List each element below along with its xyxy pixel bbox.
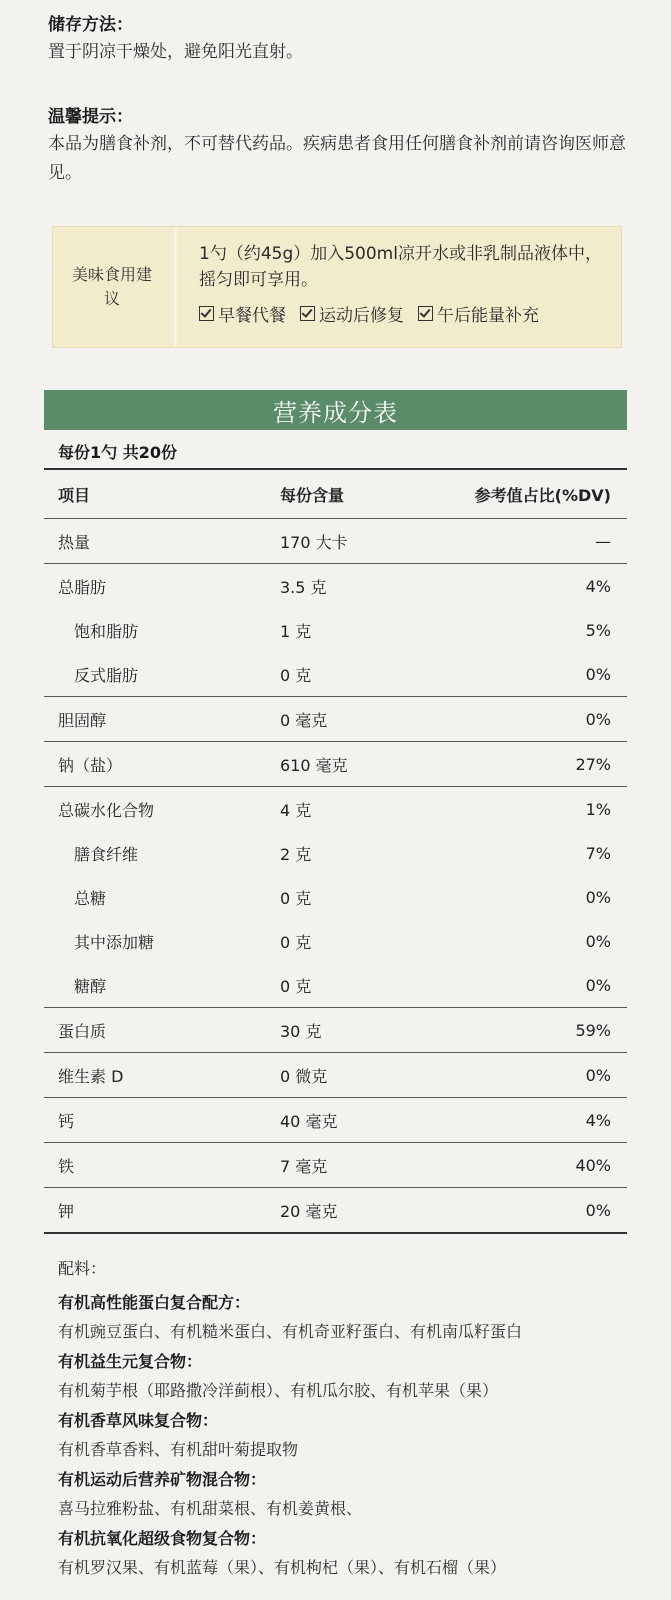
nutrient-amount: 0 克 xyxy=(280,976,312,996)
nutrient-name: 蛋白质 xyxy=(58,1021,107,1041)
usage-divider xyxy=(174,227,177,347)
table-row xyxy=(44,1053,627,1097)
table-row xyxy=(44,608,627,652)
nutrient-name: 总糖 xyxy=(74,888,107,908)
usage-text: 1勺（约45g）加入500ml凉开水或非乳制品液体中，摇匀即可享用。 xyxy=(199,244,602,290)
nutrient-dv: 0% xyxy=(585,975,611,995)
ingredients-title: 配料： xyxy=(58,1259,107,1278)
ingredient-group-text: 有机香草香料、有机甜叶菊提取物 xyxy=(58,1440,299,1459)
table-row xyxy=(44,652,627,696)
nutrient-dv: 59% xyxy=(575,1020,611,1040)
nutrient-name: 胆固醇 xyxy=(58,710,107,730)
column-header-dv: 参考值占比(%DV) xyxy=(474,485,611,505)
nutrient-dv: 0% xyxy=(585,664,611,684)
nutrient-dv: 4% xyxy=(585,576,611,596)
nutrition-table xyxy=(44,468,627,1234)
nutrient-dv: — xyxy=(595,531,611,551)
ingredient-group-title: 有机香草风味复合物： xyxy=(58,1411,219,1430)
table-row xyxy=(44,742,627,786)
nutrient-amount: 3.5 克 xyxy=(280,577,327,597)
nutrient-dv: 0% xyxy=(585,1065,611,1085)
nutrient-dv: 0% xyxy=(585,931,611,951)
nutrient-amount: 7 毫克 xyxy=(280,1156,328,1176)
nutrient-name: 膳食纤维 xyxy=(74,844,139,864)
ingredient-group-text: 有机罗汉果、有机蓝莓（果）、有机枸杞（果）、有机石榴（果） xyxy=(58,1558,507,1577)
nutrient-name: 糖醇 xyxy=(74,976,107,996)
table-row xyxy=(44,963,627,1007)
warning-title: 温馨提示： xyxy=(48,107,133,127)
nutrient-amount: 40 毫克 xyxy=(280,1111,338,1131)
nutrient-name: 铁 xyxy=(58,1156,75,1176)
nutrient-amount: 1 克 xyxy=(280,621,312,641)
usage-checks xyxy=(199,301,539,326)
nutrient-name: 钾 xyxy=(58,1201,75,1221)
usage-check-item xyxy=(418,301,539,326)
nutrient-name: 钙 xyxy=(58,1111,75,1131)
nutrient-amount: 2 克 xyxy=(280,844,312,864)
nutrient-dv: 0% xyxy=(585,1200,611,1220)
nutrient-amount: 0 毫克 xyxy=(280,710,328,730)
nutrient-amount: 4 克 xyxy=(280,800,312,820)
usage-check-label: 运动后修复 xyxy=(319,306,404,326)
ingredient-group-title: 有机高性能蛋白复合配方： xyxy=(58,1293,251,1312)
usage-label-text: 美味食用建议 xyxy=(71,265,152,308)
serving-info: 每份1勺 共20份 xyxy=(58,443,177,462)
usage-check-item xyxy=(300,301,404,326)
column-header-amount: 每份含量 xyxy=(280,485,345,505)
nutrient-name: 热量 xyxy=(58,532,91,552)
storage-title: 储存方法： xyxy=(48,15,133,35)
table-row xyxy=(44,1098,627,1142)
nutrient-amount: 30 克 xyxy=(280,1021,322,1041)
warning-text: 本品为膳食补剂，不可替代药品。疾病患者食用任何膳食补剂前请咨询医师意见。 xyxy=(48,134,626,183)
nutrient-name: 总碳水化合物 xyxy=(58,800,155,820)
table-divider xyxy=(44,1232,627,1234)
nutrient-dv: 5% xyxy=(585,620,611,640)
column-header-item: 项目 xyxy=(58,485,91,505)
table-row xyxy=(44,1188,627,1232)
table-row xyxy=(44,831,627,875)
checkbox-checked-icon xyxy=(199,306,214,321)
nutrient-dv: 1% xyxy=(585,799,611,819)
usage-suggestion-box xyxy=(52,226,622,348)
table-row xyxy=(44,787,627,831)
table-header-row xyxy=(44,470,627,518)
ingredient-group-text: 有机菊芋根（耶路撒冷洋蓟根）、有机瓜尔胶、有机苹果（果） xyxy=(58,1381,499,1400)
ingredient-group-title: 有机益生元复合物： xyxy=(58,1352,203,1371)
nutrient-dv: 0% xyxy=(585,709,611,729)
nutrient-dv: 0% xyxy=(585,887,611,907)
nutrient-name: 反式脂肪 xyxy=(74,665,139,685)
table-row xyxy=(44,1008,627,1052)
usage-label xyxy=(53,227,171,347)
nutrient-amount: 0 克 xyxy=(280,932,312,952)
nutrient-amount: 20 毫克 xyxy=(280,1201,338,1221)
nutrient-amount: 0 微克 xyxy=(280,1066,328,1086)
nutrient-dv: 27% xyxy=(575,754,611,774)
ingredient-group-title: 有机运动后营养矿物混合物： xyxy=(58,1470,267,1489)
table-row xyxy=(44,697,627,741)
nutrient-dv: 40% xyxy=(575,1155,611,1175)
table-row xyxy=(44,564,627,608)
checkbox-checked-icon xyxy=(418,306,433,321)
usage-check-label: 午后能量补充 xyxy=(437,306,539,326)
nutrient-dv: 4% xyxy=(585,1110,611,1130)
nutrient-amount: 0 克 xyxy=(280,665,312,685)
table-row xyxy=(44,519,627,563)
nutrient-name: 饱和脂肪 xyxy=(74,621,139,641)
usage-check-label: 早餐代餐 xyxy=(218,306,286,326)
usage-check-item xyxy=(199,301,286,326)
nutrient-amount: 170 大卡 xyxy=(280,532,348,552)
nutrient-amount: 610 毫克 xyxy=(280,755,348,775)
nutrient-dv: 7% xyxy=(585,843,611,863)
ingredients-list xyxy=(58,1288,658,1583)
table-row xyxy=(44,1143,627,1187)
nutrition-header: 营养成分表 xyxy=(44,390,627,430)
nutrient-name: 其中添加糖 xyxy=(74,932,155,952)
checkbox-checked-icon xyxy=(300,306,315,321)
table-row xyxy=(44,875,627,919)
nutrient-amount: 0 克 xyxy=(280,888,312,908)
ingredient-group-text: 喜马拉雅粉盐、有机甜菜根、有机姜黄根、 xyxy=(58,1499,363,1518)
nutrient-name: 钠（盐） xyxy=(58,755,123,775)
ingredient-group-text: 有机豌豆蛋白、有机糙米蛋白、有机奇亚籽蛋白、有机南瓜籽蛋白 xyxy=(58,1322,523,1341)
table-row xyxy=(44,919,627,963)
nutrient-name: 维生素 D xyxy=(58,1066,124,1086)
ingredient-group-title: 有机抗氧化超级食物复合物： xyxy=(58,1529,267,1548)
storage-text: 置于阴凉干燥处，避免阳光直射。 xyxy=(48,42,303,62)
nutrient-name: 总脂肪 xyxy=(58,577,107,597)
